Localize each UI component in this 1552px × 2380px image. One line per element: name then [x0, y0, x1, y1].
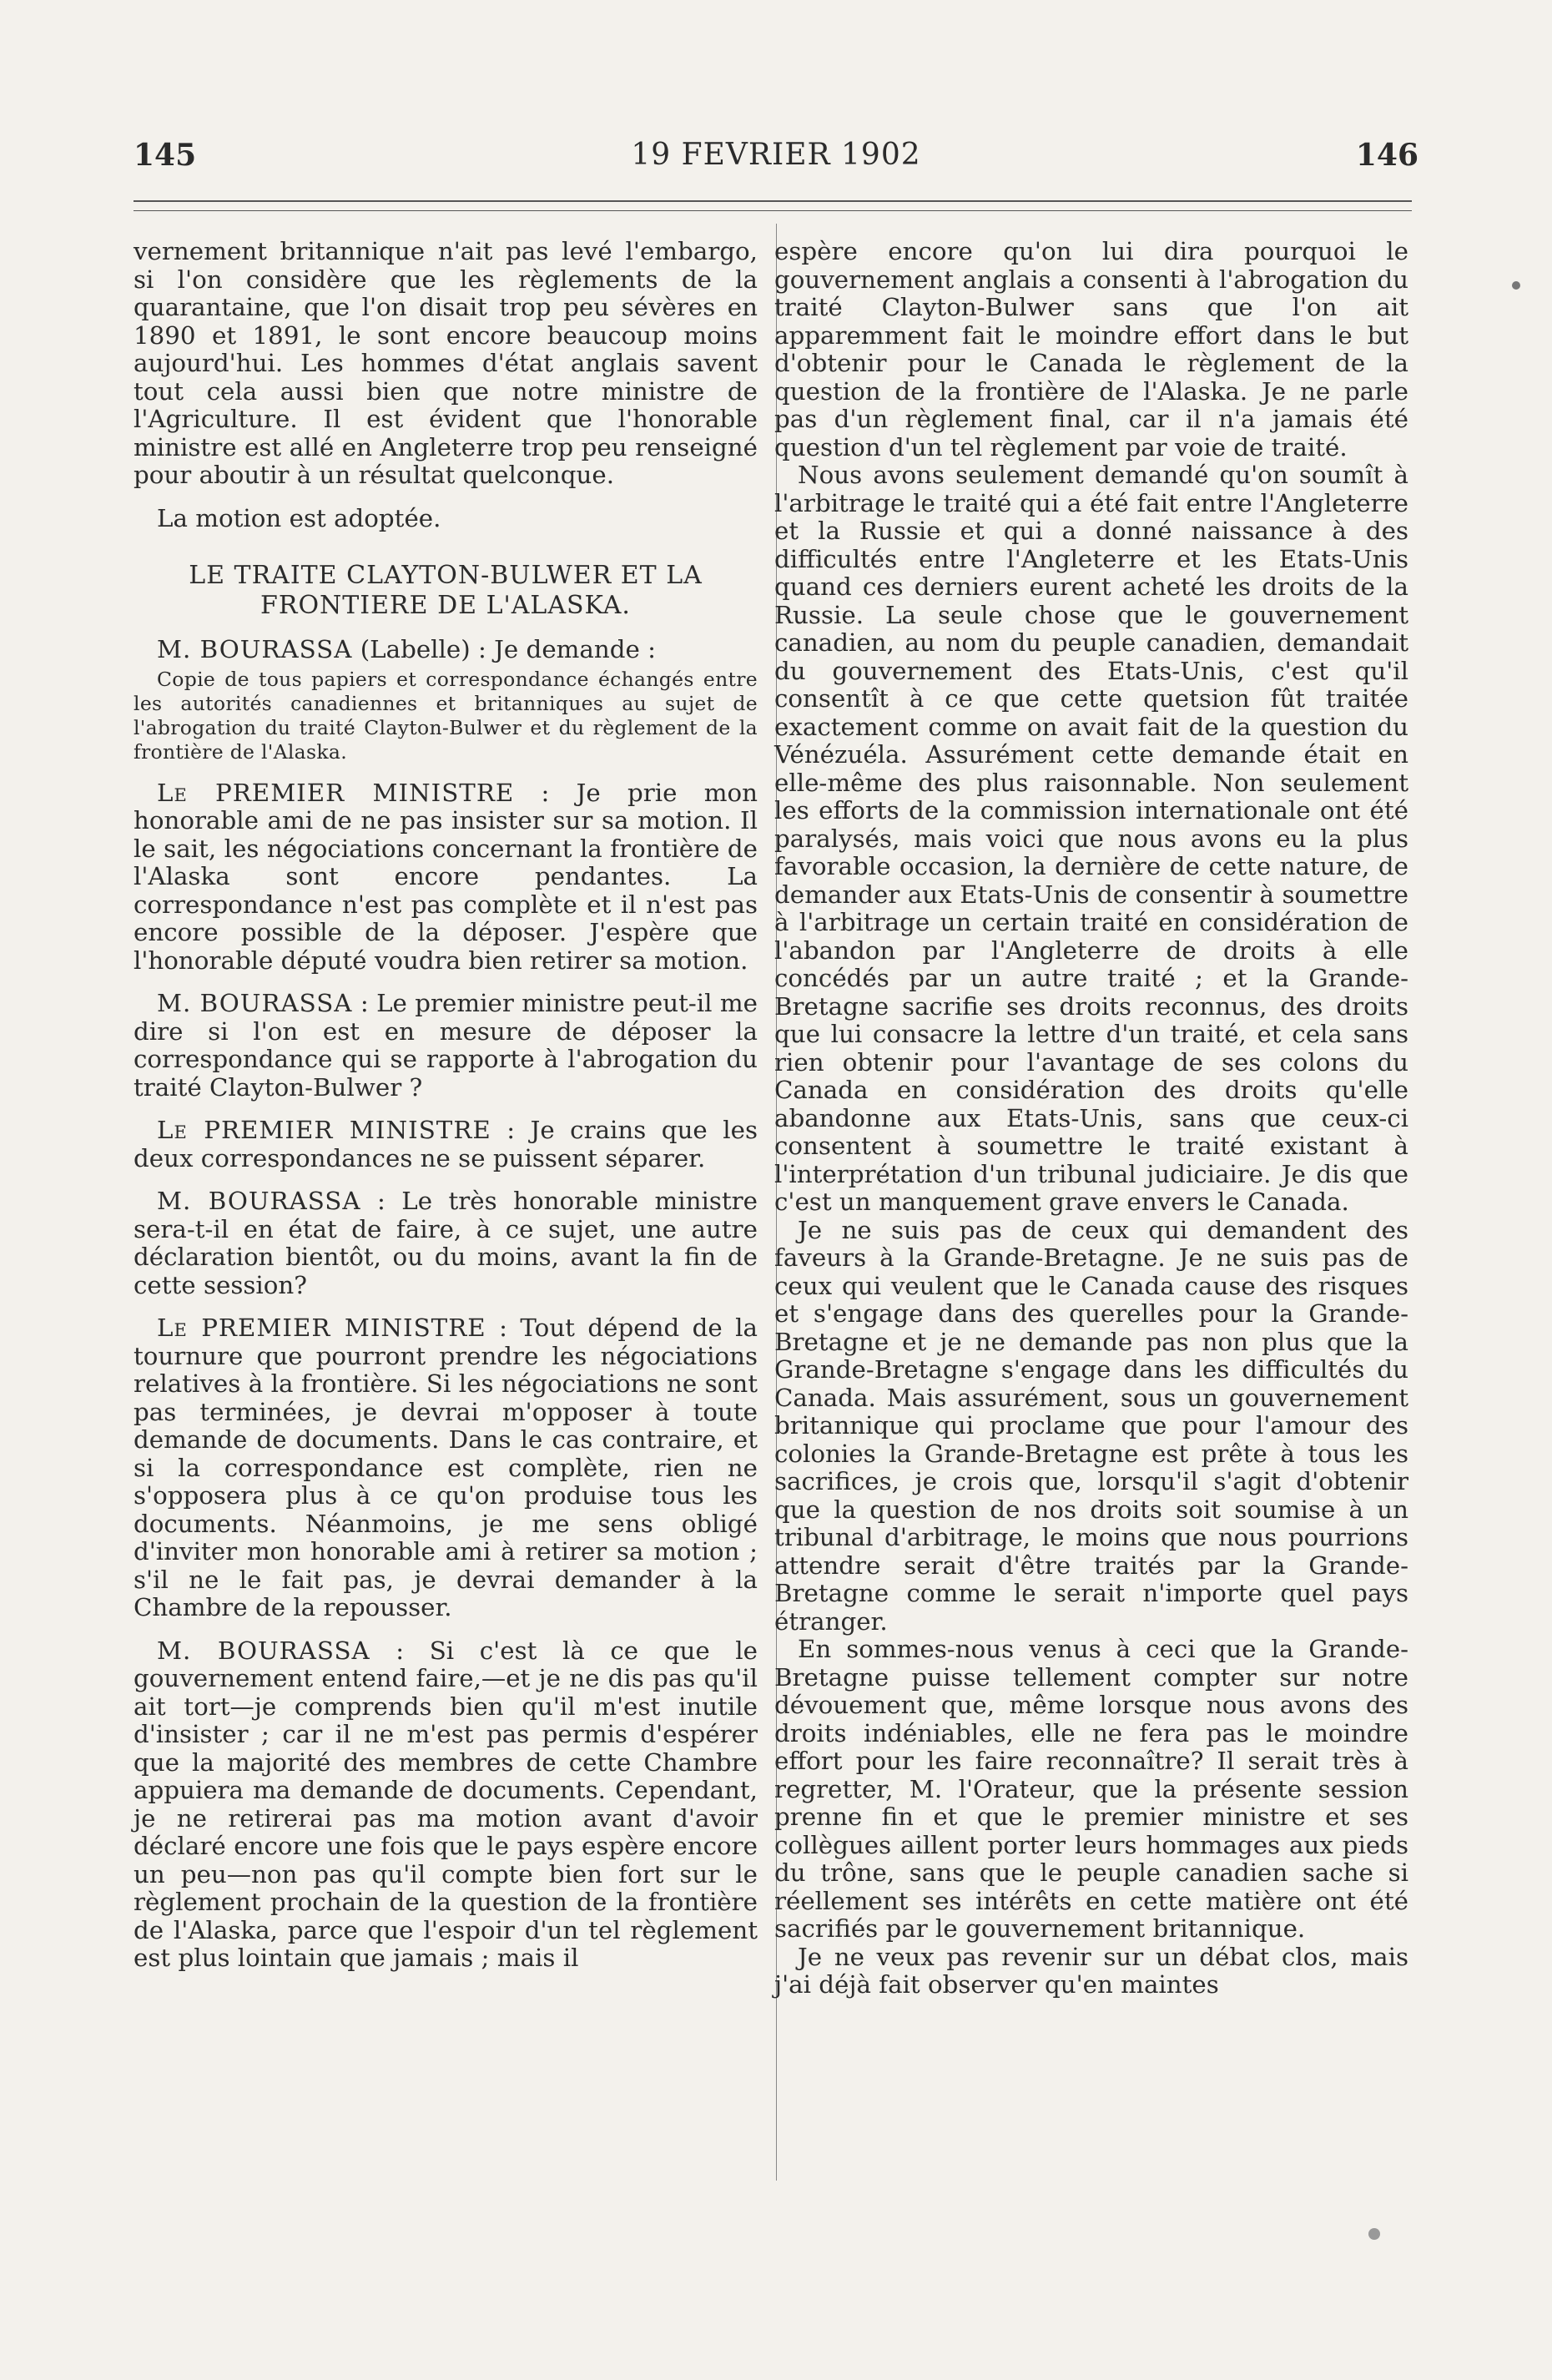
speech-text: : Tout dépend de la tournure que pourront prendre les négociations relatives à la frontière. Si les négociations ne sont pas terminées, je devrai m'opposer à toute demande de documents. Dans le cas contraire, et si la correspondance est complète, rien ne s'opposera plus à ce qu'on produise tous les documents. Néanmoins, je me sens obligé d'inviter mon honorable ami à retirer sa motion ; s'il ne le fait pas, je devrai demander à la Chambre de la repousser.: [134, 1314, 758, 1621]
paragraph: espère encore qu'on lui dira pourquoi le gouvernement anglais a consenti à l'abrogation du traité Clayton-Bulwer sans que l'on ait apparemment fait le moindre effort dans le but d'obtenir pour le Canada le règlement de la question de la frontière de l'Alaska. Je ne parle pas d'un règlement final, car il n'a jamais été question d'un tel règlement par voie de traité.: [774, 237, 1408, 461]
speaker-name: Le PREMIER MINISTRE: [157, 778, 515, 807]
page-number-right: 146: [1355, 138, 1418, 173]
right-column: [774, 238, 1408, 1999]
paragraph: [134, 779, 758, 976]
paragraph: [134, 1117, 758, 1172]
speaker-name: Le PREMIER MINISTRE: [157, 1314, 486, 1342]
paragraph: [134, 1637, 758, 1973]
speaker-name: M. BOURASSA: [157, 1636, 370, 1665]
speaker-name: M. BOURASSA: [157, 989, 353, 1017]
paragraph: La motion est adoptée.: [157, 503, 441, 532]
paragraph: [134, 1314, 758, 1622]
paragraph: Je ne suis pas de ceux qui demandent des faveurs à la Grande-Bretagne. Je ne suis pas de ceux qui veulent que le Canada cause des risques et s'engage dans des querelles pour la Grande-Bretagne et je ne demande pas non plus que la Grande-Bretagne s'engage dans les difficultés du Canada. Mais assurément, sous un gouvernement britannique qui proclame que pour l'amour des colonies la Grande-Bretagne est prête à tous les sacrifices, je crois que, lorsqu'il s'agit d'obtenir que la question de nos droits soit soumise à un tribunal d'arbitrage, le moins que nous pourrions attendre serait d'être traités par la Grande-Bretagne comme le serait n'importe quel pays étranger.: [774, 1215, 1408, 1636]
paragraph: [134, 990, 758, 1102]
speech-text: : Le très honorable ministre sera-t-il en état de faire, à ce sujet, une autre déclaration bientôt, ou du moins, avant la fin de cette session?: [134, 1187, 758, 1299]
speech-text: : Je crains que les deux correspondances ne se puissent séparer.: [134, 1116, 758, 1172]
speaker-name: M. BOURASSA: [157, 635, 353, 663]
paragraph: [134, 1187, 758, 1299]
paragraph: Nous avons seulement demandé qu'on soumît à l'arbitrage le traité qui a été fait entre l'Angleterre et la Russie et qui a donné naissance à des difficultés entre l'Angleterre et les Etats-Unis quand ces derniers eurent acheté les droits de la Russie. La seule chose que le gouvernement canadien, au nom du peuple canadien, demandait du gouvernement des Etats-Unis, c'est qu'il consentît à ce que cette quetsion fût traitée exactement comme on avait fait de la question du Vénézuéla. Assurément cette demande était en elle-même des plus raisonnable. Non seulement les efforts de la commission internationale ont été paralysés, mais voici que nous avons eu la plus favorable occasion, la dernière de cette nature, de demander aux Etats-Unis de consentir à soumettre à l'arbitrage un certain traité en considération de l'abandon par l'Angleterre de droits à elle concédés par un autre traité ; et la Grande-Bretagne sacrifie ses droits reconnus, des droits que lui consacre la lettre d'un traité, et cela sans rien obtenir pour l'avantage de ses colons du Canada en considération des droits qu'elle abandonne aux Etats-Unis, sans que ceux-ci consentent à soumettre le traité existant à l'interprétation d'un tribunal judiciaire. Je dis que c'est un manquement grave envers le Canada.: [774, 461, 1408, 1216]
speech-text: (Labelle) : Je demande :: [352, 635, 657, 663]
page-number-left: 145: [134, 138, 197, 173]
page-header: [134, 138, 1418, 188]
left-column: [134, 238, 758, 1973]
speech-text: : Je prie mon honorable ami de ne pas insister sur sa motion. Il le sait, les négociations concernant la frontière de l'Alaska sont encore pendantes. La correspondance n'est pas complète et il n'est pas encore possible de la déposer. J'espère que l'honorable député voudra bien retirer sa motion.: [134, 778, 758, 975]
paragraph: [134, 636, 758, 664]
page-speck: [1368, 2228, 1380, 2240]
header-rule: [134, 200, 1412, 202]
speaker-name: M. BOURASSA: [157, 1187, 361, 1215]
page-speck: [1512, 281, 1520, 290]
speech-text: : Si c'est là ce que le gouvernement entend faire,—et je ne dis pas qu'il ait tort—je comprends bien qu'il m'est inutile d'insister ; car il ne m'est pas permis d'espérer que la majorité des membres de cette Chambre appuiera ma demande de documents. Cependant, je ne retirerai pas ma motion avant d'avoir déclaré encore une fois que le pays espère encore un peu—non pas qu'il compte bien fort sur le règlement prochain de la question de la frontière de l'Alaska, parce que l'espoir d'un tel règlement est plus lointain que jamais ; mais il: [134, 1636, 758, 1972]
paragraph: En sommes-nous venus à ceci que la Grande-Bretagne puisse tellement compter sur notre dévouement que, même lorsque nous avons des droits indéniables, elle ne fera pas le moindre effort pour les faire reconnaître? Il serait très à regretter, M. l'Orateur, que la présente session prenne fin et que le premier ministre et ses collègues aillent porter leurs hommages aux pieds du trône, sans que le peuple canadien sache si réellement ses intérêts en cette matière ont été sacrifiés par le gouvernement britannique.: [774, 1635, 1408, 1943]
paragraph: vernement britannique n'ait pas levé l'embargo, si l'on considère que les règlements de la quarantaine, que l'on disait trop peu sévères en 1890 et 1891, le sont encore beaucoup moins aujourd'hui. Les hommes d'état anglais savent tout cela aussi bien que notre ministre de l'Agriculture. Il est évident que l'honorable ministre est allé en Angleterre trop peu renseigné pour aboutir à un résultat quelconque.: [134, 237, 758, 489]
speech-text: : Le premier ministre peut-il me dire si l'on est en mesure de déposer la correspondance qui se rapporte à l'abrogation du traité Clayton-Bulwer ?: [134, 989, 758, 1102]
speaker-name: Le PREMIER MINISTRE: [157, 1116, 491, 1144]
page-date-title: 19 FEVRIER 1902: [631, 138, 921, 172]
section-heading: LE TRAITE CLAYTON-BULWER ET LA FRONTIERE DE L'ALASKA.: [189, 561, 703, 620]
header-rule-thin: [134, 210, 1412, 211]
motion-text: Copie de tous papiers et correspondance échangés entre les autorités canadiennes et britanniques au sujet de l'abrogation du traité Clayton-Bulwer et du règlement de la frontière de l'Alaska.: [134, 667, 758, 764]
paragraph: Je ne veux pas revenir sur un débat clos, mais j'ai déjà fait observer qu'en maintes: [774, 1942, 1408, 1999]
